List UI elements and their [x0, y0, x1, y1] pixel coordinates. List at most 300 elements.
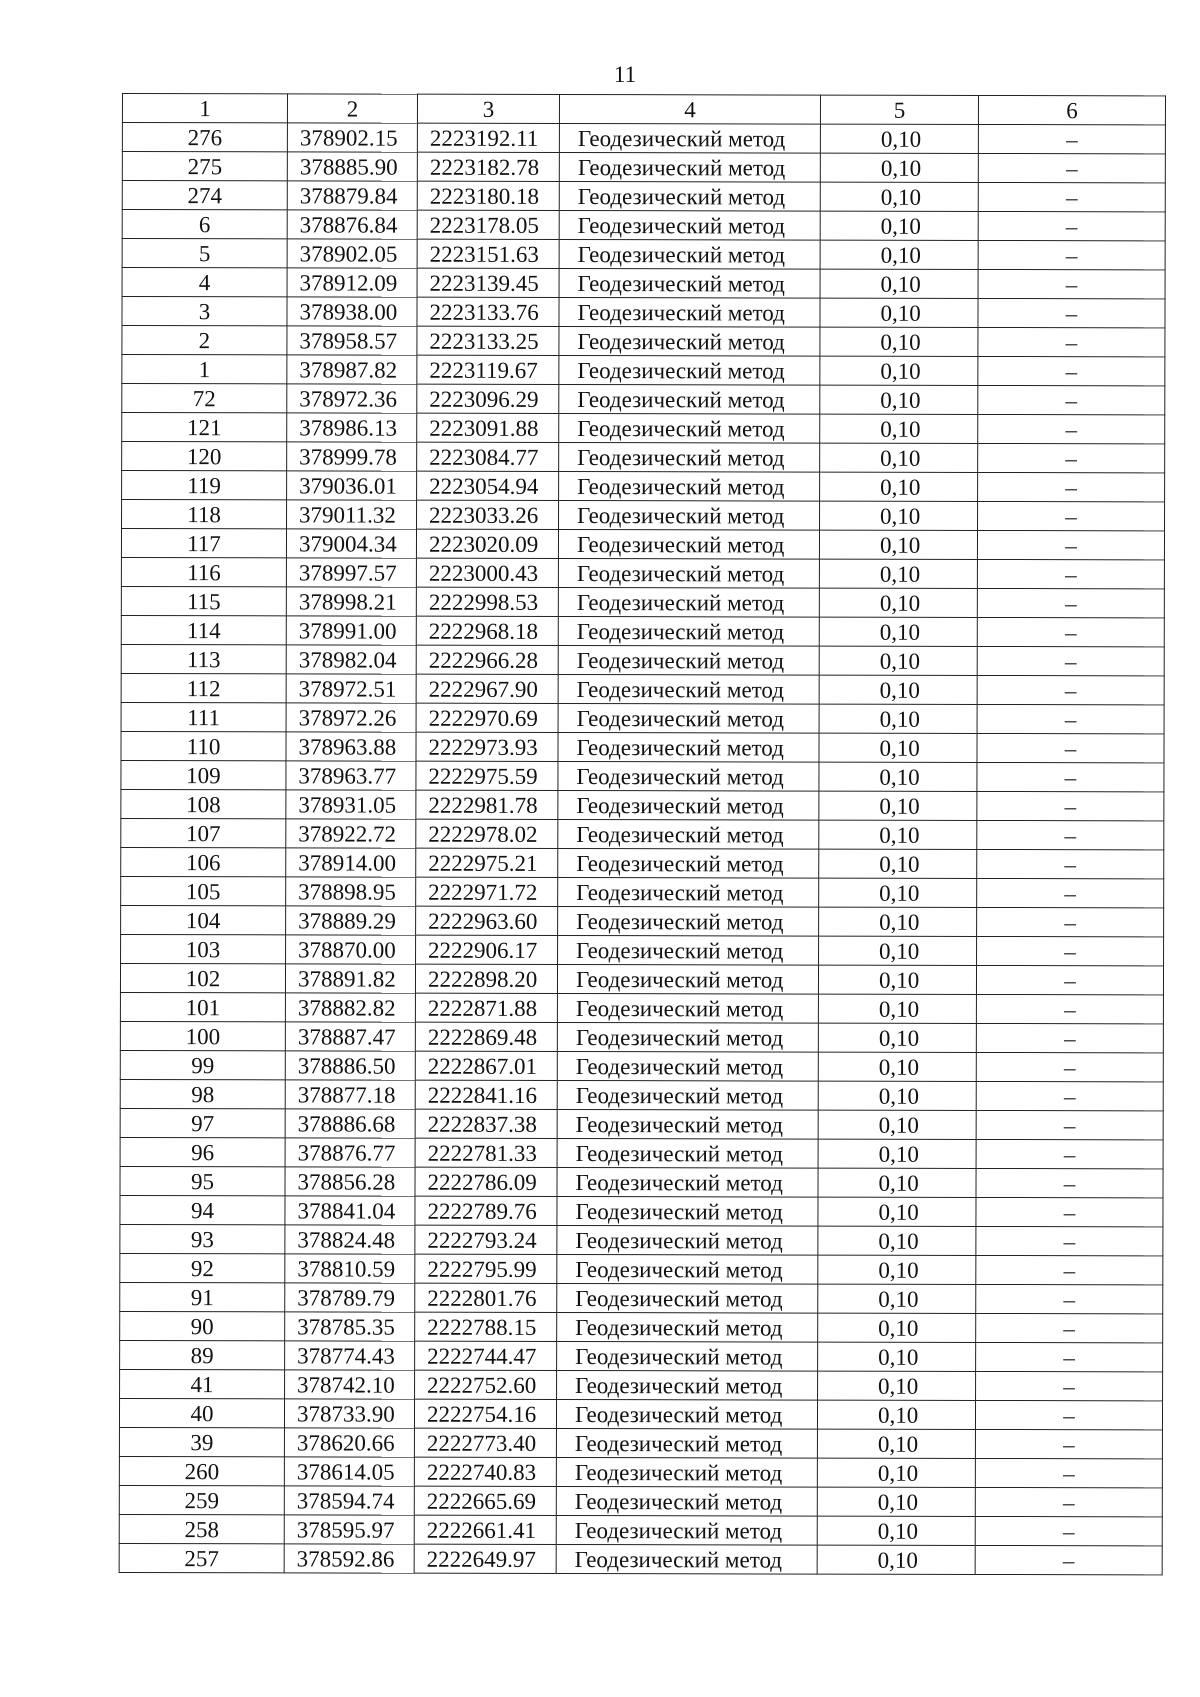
note-cell: –	[977, 530, 1164, 559]
table-row	[121, 789, 1164, 820]
note-cell: –	[977, 820, 1164, 849]
table-row	[122, 297, 1165, 328]
note-cell: –	[976, 1284, 1163, 1313]
y-coordinate-cell: 2222752.60	[415, 1370, 557, 1399]
note-cell: –	[978, 356, 1165, 385]
table-row	[120, 1108, 1163, 1139]
note-cell: –	[977, 617, 1164, 646]
y-coordinate-cell: 2222975.59	[416, 761, 558, 790]
point-number-cell: 108	[121, 789, 286, 818]
x-coordinate-cell: 378620.66	[284, 1428, 414, 1457]
y-coordinate-cell: 2222971.72	[416, 877, 558, 906]
y-coordinate-cell: 2222754.16	[414, 1399, 556, 1428]
table-row	[121, 529, 1164, 560]
accuracy-cell: 0,10	[818, 1023, 976, 1052]
table-row	[120, 1079, 1163, 1110]
y-coordinate-cell: 2223096.29	[417, 384, 559, 413]
table-row	[122, 471, 1165, 502]
note-cell: –	[977, 907, 1164, 936]
accuracy-cell: 0,10	[819, 733, 977, 762]
method-cell: Геодезический метод	[558, 674, 819, 704]
accuracy-cell: 0,10	[818, 1081, 976, 1110]
x-coordinate-cell: 378856.28	[285, 1167, 415, 1196]
method-cell: Геодезический метод	[558, 529, 819, 559]
point-number-cell: 72	[122, 384, 287, 413]
note-cell: –	[978, 472, 1165, 501]
note-cell: –	[977, 762, 1164, 791]
point-number-cell: 106	[121, 847, 286, 876]
point-number-cell: 115	[121, 586, 286, 615]
accuracy-cell: 0,10	[820, 356, 978, 385]
accuracy-cell: 0,10	[820, 501, 978, 530]
method-cell: Геодезический метод	[556, 1515, 817, 1545]
method-cell: Геодезический метод	[559, 384, 820, 414]
point-number-cell: 97	[120, 1108, 285, 1137]
table-row	[121, 586, 1164, 617]
table-row	[121, 731, 1164, 762]
y-coordinate-cell: 2222773.40	[414, 1428, 556, 1457]
y-coordinate-cell: 2222786.09	[415, 1167, 557, 1196]
note-cell: –	[978, 211, 1165, 240]
table-row	[122, 355, 1165, 386]
table-row	[120, 1137, 1163, 1168]
point-number-cell: 96	[120, 1137, 285, 1166]
point-number-cell: 114	[121, 615, 286, 644]
method-cell: Геодезический метод	[558, 790, 819, 820]
accuracy-cell: 0,10	[818, 1168, 976, 1197]
x-coordinate-cell: 378885.90	[287, 152, 417, 181]
note-cell: –	[978, 153, 1165, 182]
table-row	[122, 326, 1165, 357]
accuracy-cell: 0,10	[819, 936, 977, 965]
point-number-cell: 110	[121, 731, 286, 760]
point-number-cell: 121	[122, 413, 287, 442]
accuracy-cell: 0,10	[819, 849, 977, 878]
y-coordinate-cell: 2222963.60	[416, 906, 558, 935]
point-number-cell: 89	[120, 1340, 285, 1369]
x-coordinate-cell: 378963.77	[286, 761, 416, 790]
note-cell: –	[976, 1110, 1163, 1139]
point-number-cell: 118	[122, 500, 287, 529]
point-number-cell: 91	[120, 1282, 285, 1311]
method-cell: Геодезический метод	[559, 152, 820, 182]
y-coordinate-cell: 2223084.77	[417, 442, 559, 471]
point-number-cell: 103	[121, 934, 286, 963]
x-coordinate-cell: 378889.29	[286, 906, 416, 935]
note-cell: –	[977, 791, 1164, 820]
y-coordinate-cell: 2223000.43	[416, 558, 558, 587]
table-row	[122, 442, 1165, 473]
point-number-cell: 94	[120, 1195, 285, 1224]
y-coordinate-cell: 2222867.01	[415, 1051, 557, 1080]
x-coordinate-cell: 379011.32	[287, 500, 417, 529]
note-cell: –	[977, 559, 1164, 588]
note-cell: –	[976, 1168, 1163, 1197]
table-row	[122, 384, 1165, 415]
point-number-cell: 274	[122, 181, 287, 210]
accuracy-cell: 0,10	[820, 443, 978, 472]
accuracy-cell: 0,10	[818, 1139, 976, 1168]
method-cell: Геодезический метод	[558, 587, 819, 617]
method-cell: Геодезический метод	[558, 558, 819, 588]
x-coordinate-cell: 378972.51	[286, 674, 416, 703]
y-coordinate-cell: 2222898.20	[415, 964, 557, 993]
point-number-cell: 116	[121, 557, 286, 586]
method-cell: Геодезический метод	[559, 355, 820, 385]
x-coordinate-cell: 378998.21	[286, 587, 416, 616]
table-row	[119, 1514, 1162, 1545]
note-cell: –	[976, 1313, 1163, 1342]
y-coordinate-cell: 2223054.94	[417, 471, 559, 500]
table-row	[120, 1311, 1163, 1342]
y-coordinate-cell: 2223182.78	[417, 152, 559, 181]
column-header-1: 1	[122, 94, 287, 123]
y-coordinate-cell: 2223119.67	[417, 355, 559, 384]
note-cell: –	[976, 1371, 1163, 1400]
point-number-cell: 95	[120, 1166, 285, 1195]
table-row	[120, 1224, 1163, 1255]
method-cell: Геодезический метод	[557, 1022, 818, 1052]
table-row	[121, 934, 1164, 965]
point-number-cell: 39	[119, 1427, 284, 1456]
accuracy-cell: 0,10	[818, 1313, 976, 1342]
x-coordinate-cell: 378742.10	[285, 1370, 415, 1399]
x-coordinate-cell: 378938.00	[287, 297, 417, 326]
y-coordinate-cell: 2222869.48	[415, 1022, 557, 1051]
y-coordinate-cell: 2222781.33	[415, 1138, 557, 1167]
table-row	[121, 557, 1164, 588]
point-number-cell: 102	[120, 963, 285, 992]
method-cell: Геодезический метод	[557, 1196, 818, 1226]
accuracy-cell: 0,10	[818, 994, 976, 1023]
x-coordinate-cell: 378912.09	[287, 268, 417, 297]
method-cell: Геодезический метод	[557, 1138, 818, 1168]
y-coordinate-cell: 2222793.24	[415, 1225, 557, 1254]
table-row	[121, 847, 1164, 878]
note-cell: –	[978, 182, 1165, 211]
accuracy-cell: 0,10	[818, 1197, 976, 1226]
x-coordinate-cell: 378999.78	[287, 442, 417, 471]
x-coordinate-cell: 378982.04	[286, 645, 416, 674]
point-number-cell: 40	[119, 1398, 284, 1427]
y-coordinate-cell: 2223178.05	[417, 210, 559, 239]
accuracy-cell: 0,10	[819, 820, 977, 849]
method-cell: Геодезический метод	[557, 1341, 818, 1371]
x-coordinate-cell: 378914.00	[286, 848, 416, 877]
x-coordinate-cell: 378991.00	[286, 616, 416, 645]
method-cell: Геодезический метод	[559, 326, 820, 356]
point-number-cell: 107	[121, 818, 286, 847]
x-coordinate-cell: 378997.57	[286, 558, 416, 587]
y-coordinate-cell: 2223180.18	[417, 181, 559, 210]
accuracy-cell: 0,10	[819, 646, 977, 675]
table-row	[121, 818, 1164, 849]
y-coordinate-cell: 2222801.76	[415, 1283, 557, 1312]
y-coordinate-cell: 2222998.53	[416, 587, 558, 616]
point-number-cell: 259	[119, 1485, 284, 1514]
x-coordinate-cell: 379004.34	[286, 529, 416, 558]
accuracy-cell: 0,10	[819, 617, 977, 646]
point-number-cell: 90	[120, 1311, 285, 1340]
method-cell: Геодезический метод	[557, 1225, 818, 1255]
y-coordinate-cell: 2222661.41	[414, 1515, 556, 1544]
table-row	[121, 644, 1164, 675]
accuracy-cell: 0,10	[820, 472, 978, 501]
note-cell: –	[975, 1516, 1162, 1545]
page-number: 11	[613, 62, 637, 87]
method-cell: Геодезический метод	[559, 500, 820, 530]
point-number-cell: 1	[122, 355, 287, 384]
x-coordinate-cell: 378958.57	[287, 326, 417, 355]
accuracy-cell: 0,10	[820, 298, 978, 327]
method-cell: Геодезический метод	[556, 1486, 817, 1516]
table-row	[121, 905, 1164, 936]
point-number-cell: 98	[120, 1079, 285, 1108]
x-coordinate-cell: 378774.43	[285, 1341, 415, 1370]
y-coordinate-cell: 2222740.83	[414, 1457, 556, 1486]
column-header-2: 2	[287, 94, 417, 123]
accuracy-cell: 0,10	[819, 704, 977, 733]
x-coordinate-cell: 378614.05	[284, 1457, 414, 1486]
x-coordinate-cell: 378887.47	[285, 1022, 415, 1051]
x-coordinate-cell: 378870.00	[286, 935, 416, 964]
table-row	[121, 615, 1164, 646]
coordinates-table	[119, 93, 1166, 1575]
y-coordinate-cell: 2222967.90	[416, 674, 558, 703]
method-cell: Геодезический метод	[557, 1283, 818, 1313]
method-cell: Геодезический метод	[558, 703, 819, 733]
note-cell: –	[976, 1023, 1163, 1052]
y-coordinate-cell: 2222966.28	[416, 645, 558, 674]
x-coordinate-cell: 378963.88	[286, 732, 416, 761]
table-row	[120, 1050, 1163, 1081]
method-cell: Геодезический метод	[558, 906, 819, 936]
y-coordinate-cell: 2222970.69	[416, 703, 558, 732]
accuracy-cell: 0,10	[818, 1255, 976, 1284]
point-number-cell: 100	[120, 1021, 285, 1050]
point-number-cell: 101	[120, 992, 285, 1021]
point-number-cell: 117	[121, 529, 286, 558]
method-cell: Геодезический метод	[556, 1457, 817, 1487]
column-header-3: 3	[417, 94, 559, 123]
y-coordinate-cell: 2222981.78	[416, 790, 558, 819]
accuracy-cell: 0,10	[820, 327, 978, 356]
table-row	[122, 181, 1165, 212]
table-row	[120, 1195, 1163, 1226]
x-coordinate-cell: 378824.48	[285, 1225, 415, 1254]
column-header-5: 5	[820, 95, 978, 124]
note-cell: –	[975, 1400, 1162, 1429]
y-coordinate-cell: 2223133.76	[417, 297, 559, 326]
accuracy-cell: 0,10	[819, 588, 977, 617]
table-row	[120, 1166, 1163, 1197]
x-coordinate-cell: 378594.74	[284, 1486, 414, 1515]
note-cell: –	[977, 878, 1164, 907]
note-cell: –	[977, 675, 1164, 704]
point-number-cell: 119	[122, 471, 287, 500]
note-cell: –	[976, 1255, 1163, 1284]
note-cell: –	[978, 327, 1165, 356]
method-cell: Геодезический метод	[558, 761, 819, 791]
note-cell: –	[976, 1139, 1163, 1168]
method-cell: Геодезический метод	[559, 239, 820, 269]
table-row	[121, 760, 1164, 791]
x-coordinate-cell: 378841.04	[285, 1196, 415, 1225]
point-number-cell: 275	[122, 152, 287, 181]
point-number-cell: 113	[121, 644, 286, 673]
y-coordinate-cell: 2222744.47	[415, 1341, 557, 1370]
note-cell: –	[978, 501, 1165, 530]
note-cell: –	[977, 849, 1164, 878]
y-coordinate-cell: 2223020.09	[416, 529, 558, 558]
method-cell: Геодезический метод	[558, 732, 819, 762]
accuracy-cell: 0,10	[817, 1458, 975, 1487]
accuracy-cell: 0,10	[817, 1516, 975, 1545]
note-cell: –	[977, 704, 1164, 733]
accuracy-cell: 0,10	[820, 269, 978, 298]
method-cell: Геодезический метод	[558, 877, 819, 907]
method-cell: Геодезический метод	[559, 268, 820, 298]
note-cell: –	[976, 1052, 1163, 1081]
note-cell: –	[976, 965, 1163, 994]
point-number-cell: 111	[121, 702, 286, 731]
note-cell: –	[977, 646, 1164, 675]
table-header-row	[122, 94, 1165, 125]
point-number-cell: 112	[121, 673, 286, 702]
point-number-cell: 120	[122, 442, 287, 471]
y-coordinate-cell: 2222665.69	[414, 1486, 556, 1515]
note-cell: –	[977, 936, 1164, 965]
method-cell: Геодезический метод	[558, 616, 819, 646]
note-cell: –	[976, 994, 1163, 1023]
x-coordinate-cell: 378879.84	[287, 181, 417, 210]
accuracy-cell: 0,10	[817, 1487, 975, 1516]
note-cell: –	[978, 298, 1165, 327]
method-cell: Геодезический метод	[557, 1312, 818, 1342]
method-cell: Геодезический метод	[558, 645, 819, 675]
y-coordinate-cell: 2222973.93	[416, 732, 558, 761]
accuracy-cell: 0,10	[819, 675, 977, 704]
point-number-cell: 99	[120, 1050, 285, 1079]
y-coordinate-cell: 2222871.88	[415, 993, 557, 1022]
y-coordinate-cell: 2223139.45	[417, 268, 559, 297]
column-header-6: 6	[978, 95, 1165, 124]
method-cell: Геодезический метод	[556, 1428, 817, 1458]
note-cell: –	[975, 1487, 1162, 1516]
table-row	[121, 876, 1164, 907]
accuracy-cell: 0,10	[820, 240, 978, 269]
note-cell: –	[978, 385, 1165, 414]
method-cell: Геодезический метод	[557, 1370, 818, 1400]
point-number-cell: 41	[120, 1369, 285, 1398]
table-row	[120, 1340, 1163, 1371]
x-coordinate-cell: 378902.15	[287, 123, 417, 152]
accuracy-cell: 0,10	[817, 1545, 975, 1574]
accuracy-cell: 0,10	[819, 530, 977, 559]
y-coordinate-cell: 2223192.11	[417, 123, 559, 152]
column-header-4: 4	[559, 94, 820, 124]
x-coordinate-cell: 378733.90	[284, 1399, 414, 1428]
note-cell: –	[975, 1458, 1162, 1487]
x-coordinate-cell: 378931.05	[286, 790, 416, 819]
method-cell: Геодезический метод	[558, 935, 819, 965]
x-coordinate-cell: 378902.05	[287, 239, 417, 268]
x-coordinate-cell: 378785.35	[285, 1312, 415, 1341]
accuracy-cell: 0,10	[820, 124, 978, 153]
method-cell: Геодезический метод	[557, 1051, 818, 1081]
table-row	[120, 1282, 1163, 1313]
note-cell: –	[975, 1429, 1162, 1458]
table-row	[122, 500, 1165, 531]
table-row	[119, 1398, 1162, 1429]
accuracy-cell: 0,10	[818, 1110, 976, 1139]
y-coordinate-cell: 2222795.99	[415, 1254, 557, 1283]
point-number-cell: 105	[121, 876, 286, 905]
y-coordinate-cell: 2222789.76	[415, 1196, 557, 1225]
accuracy-cell: 0,10	[819, 791, 977, 820]
point-number-cell: 258	[119, 1514, 284, 1543]
table-row	[120, 1021, 1163, 1052]
table-row	[121, 702, 1164, 733]
table-body	[119, 123, 1165, 1575]
accuracy-cell: 0,10	[819, 559, 977, 588]
x-coordinate-cell: 378987.82	[287, 355, 417, 384]
y-coordinate-cell: 2222975.21	[416, 848, 558, 877]
method-cell: Геодезический метод	[559, 471, 820, 501]
note-cell: –	[978, 240, 1165, 269]
y-coordinate-cell: 2223151.63	[417, 239, 559, 268]
method-cell: Геодезический метод	[557, 964, 818, 994]
method-cell: Геодезический метод	[558, 819, 819, 849]
point-number-cell: 257	[119, 1543, 284, 1572]
accuracy-cell: 0,10	[818, 965, 976, 994]
point-number-cell: 104	[121, 905, 286, 934]
note-cell: –	[978, 124, 1165, 153]
table-row	[119, 1427, 1162, 1458]
method-cell: Геодезический метод	[559, 297, 820, 327]
point-number-cell: 276	[122, 123, 287, 152]
method-cell: Геодезический метод	[559, 210, 820, 240]
accuracy-cell: 0,10	[819, 878, 977, 907]
x-coordinate-cell: 378886.50	[285, 1051, 415, 1080]
note-cell: –	[978, 443, 1165, 472]
accuracy-cell: 0,10	[820, 211, 978, 240]
y-coordinate-cell: 2222968.18	[416, 616, 558, 645]
x-coordinate-cell: 378876.77	[285, 1138, 415, 1167]
x-coordinate-cell: 378886.68	[285, 1109, 415, 1138]
table-row	[122, 239, 1165, 270]
x-coordinate-cell: 378592.86	[284, 1544, 414, 1573]
x-coordinate-cell: 378810.59	[285, 1254, 415, 1283]
y-coordinate-cell: 2222978.02	[416, 819, 558, 848]
table-row	[119, 1543, 1162, 1574]
point-number-cell: 109	[121, 760, 286, 789]
x-coordinate-cell: 378922.72	[286, 819, 416, 848]
table-row	[120, 1253, 1163, 1284]
x-coordinate-cell: 378972.36	[287, 384, 417, 413]
accuracy-cell: 0,10	[819, 907, 977, 936]
accuracy-cell: 0,10	[817, 1400, 975, 1429]
method-cell: Геодезический метод	[559, 413, 820, 443]
method-cell: Геодезический метод	[557, 1109, 818, 1139]
table-row	[122, 152, 1165, 183]
point-number-cell: 92	[120, 1253, 285, 1282]
point-number-cell: 6	[122, 210, 287, 239]
table-row	[121, 673, 1164, 704]
method-cell: Геодезический метод	[557, 1167, 818, 1197]
accuracy-cell: 0,10	[820, 182, 978, 211]
method-cell: Геодезический метод	[557, 993, 818, 1023]
